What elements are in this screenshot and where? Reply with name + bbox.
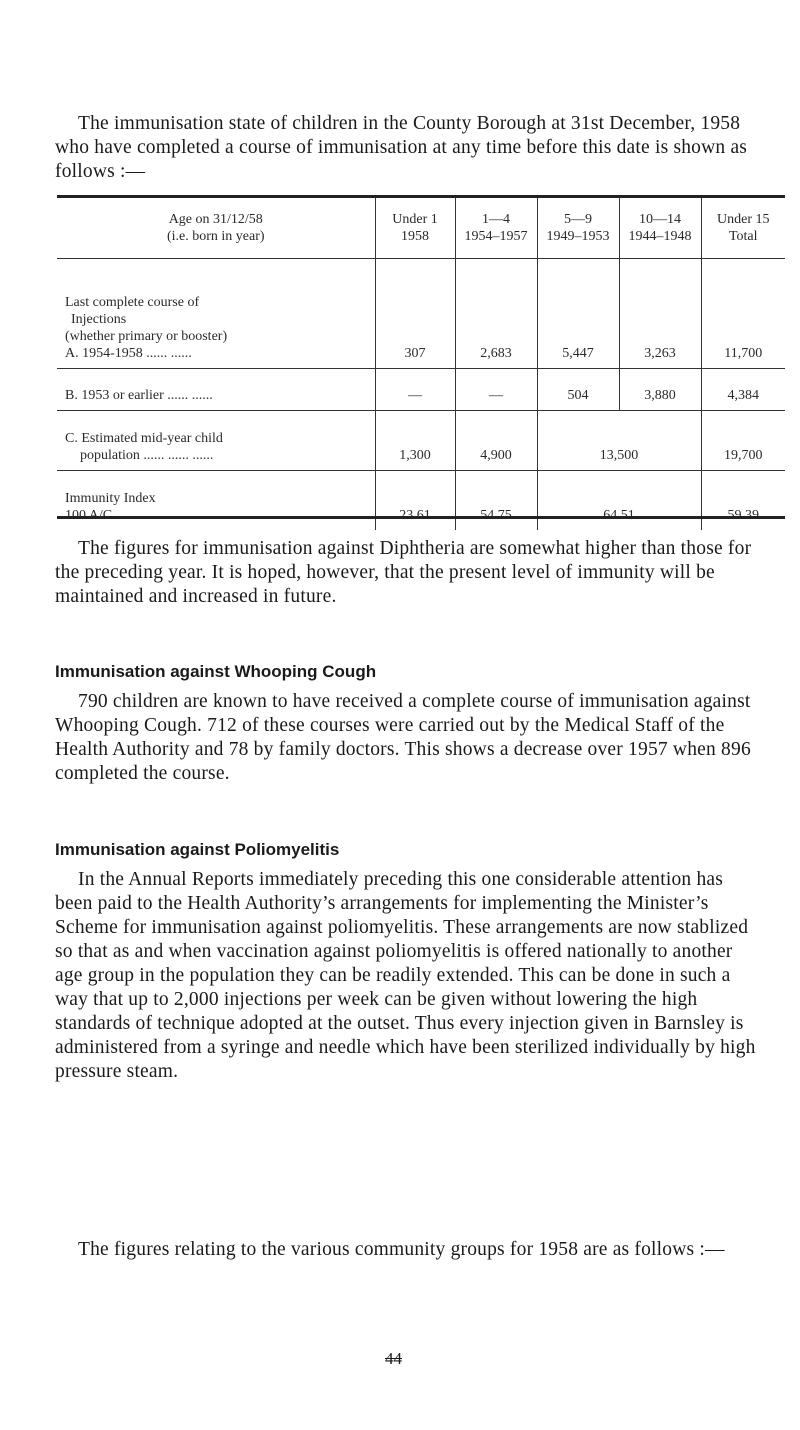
header-age-line1: Age on 31/12/58 (168, 211, 263, 227)
row-c-total: 19,700 (701, 410, 785, 470)
whooping-cough-paragraph: 790 children are known to have received a complete course of immunisation against Whooping Cough. 712 of these courses were carried out by the Medical Staff of the Health Authority and 78 by family doctors. This shows a decrease over 1957 when 896 completed the course. (55, 691, 751, 784)
row-c-label-line2: population ...... ...... ...... (80, 447, 214, 463)
header-5-9-line1: 5—9 (564, 211, 592, 227)
header-under-15-line1: Under 15 (717, 211, 770, 227)
header-10-14-line2: 1944–1948 (628, 228, 692, 244)
header-under-1 (375, 198, 455, 258)
header-1-4-line1: 1—4 (482, 211, 510, 227)
header-5-9 (537, 198, 619, 258)
header-age-line2: (i.e. born in year) (166, 228, 265, 244)
diphtheria-paragraph: The figures for immunisation against Diphtheria are somewhat higher than those for the preceding year. It is hoped, however, that the present level of immunity will be maintained and increased in future. (55, 538, 752, 607)
row-index-total (701, 470, 785, 530)
row-b-10-14: 3,880 (619, 368, 701, 410)
row-a-label (57, 258, 375, 368)
row-b-total: 4,384 (701, 368, 785, 410)
poliomyelitis-paragraph: In the Annual Reports immediately preceding this one considerable attention has been paid to the Health Authority’s arrangements for implementing the Minister’s Scheme for immunisation against poliomyelitis. These arrangements are now stablized so that as and when vaccination against poliomyelitis is offered nationally to another age group in the population they can be readily extended. This can be done in such a way that up to 2,000 injections per week can be given without lowering the high standards of technique adopted at the outset. Thus every injection given in Barnsley is administered from a syringe and needle which have been sterilized individually by high pressure steam. (55, 869, 756, 1082)
table-row-b (57, 368, 785, 410)
row-a-5-9: 5,447 (537, 258, 619, 368)
immunisation-table (57, 198, 785, 530)
row-index-under-1 (375, 470, 455, 530)
row-a-label-line4: A. 1954-1958 ...... ...... (65, 345, 192, 361)
header-1-4 (455, 198, 537, 258)
row-a-under-1: 307 (375, 258, 455, 368)
row-index-label (57, 470, 375, 530)
table-row-c (57, 410, 785, 470)
row-a-label-line1: Last complete course of (65, 294, 200, 310)
header-10-14 (619, 198, 701, 258)
header-age (57, 198, 375, 258)
community-groups-paragraph: The figures relating to the various community groups for 1958 are as follows :— (78, 1239, 725, 1260)
table-header-row (57, 198, 785, 258)
header-under-15-total (701, 198, 785, 258)
row-c-5-14: 13,500 (537, 410, 701, 470)
row-a-10-14: 3,263 (619, 258, 701, 368)
intro-paragraph: The immunisation state of children in the County Borough at 31st December, 1958 who have completed a course of immunisation at any time before this date is shown as follows :— (55, 113, 748, 182)
page-number: 44 (385, 1349, 402, 1368)
row-a-1-4: 2,683 (455, 258, 537, 368)
row-c-1-4: 4,900 (455, 410, 537, 470)
table-bottom-rule (57, 516, 785, 519)
header-10-14-line1: 10—14 (639, 211, 681, 227)
row-index-label-line1: Immunity Index (65, 491, 156, 506)
row-c-under-1: 1,300 (375, 410, 455, 470)
row-a-total: 11,700 (701, 258, 785, 368)
table-row-index (57, 470, 785, 530)
row-a-label-line3: (whether primary or booster) (65, 328, 228, 344)
row-index-5-14 (537, 470, 701, 530)
row-index-1-4 (455, 470, 537, 530)
header-1-4-line2: 1954–1957 (464, 228, 528, 244)
header-under-1-line2: 1958 (401, 228, 429, 244)
table-row-a (57, 258, 785, 368)
row-b-label (57, 368, 375, 410)
row-c-label-line1: C. Estimated mid-year child (65, 430, 223, 446)
whooping-cough-heading: Immunisation against Whooping Cough (55, 662, 377, 681)
row-b-under-1: — (375, 368, 455, 410)
header-under-1-line1: Under 1 (392, 211, 438, 227)
row-c-label (57, 410, 375, 470)
row-b-5-9: 504 (537, 368, 619, 410)
header-under-15-line2: Total (728, 228, 758, 244)
poliomyelitis-heading: Immunisation against Poliomyelitis (55, 840, 340, 859)
row-b-label-line1: B. 1953 or earlier ...... ...... (65, 387, 213, 403)
row-a-label-line2: Injections (71, 311, 127, 327)
header-5-9-line2: 1949–1953 (546, 228, 610, 244)
row-b-1-4: — (455, 368, 537, 410)
